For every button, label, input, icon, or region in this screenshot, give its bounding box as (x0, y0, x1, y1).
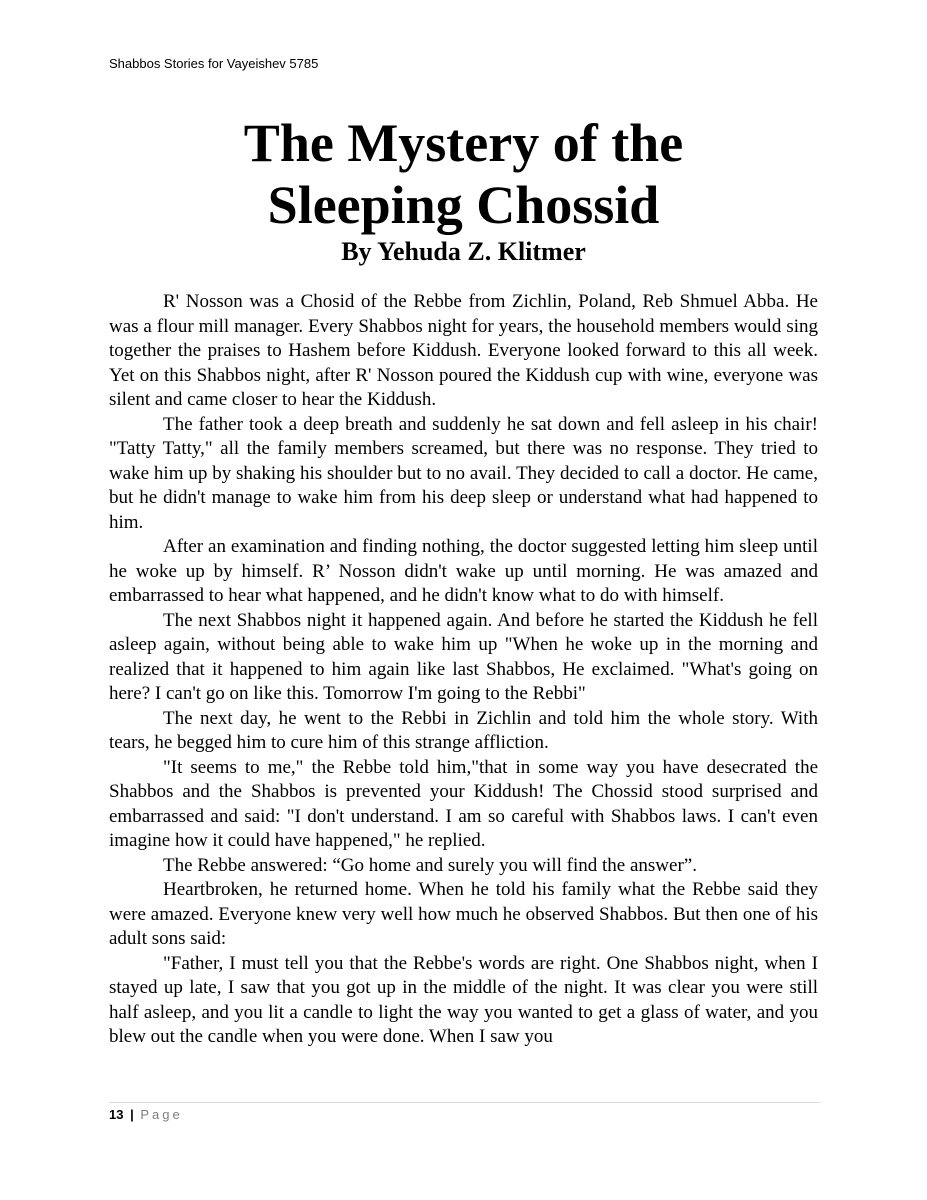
paragraph: The next day, he went to the Rebbi in Zichlin and told him the whole story. With tears, he begged him to cure him of this strange affliction. (109, 707, 818, 753)
paragraph: The father took a deep breath and suddenly he sat down and fell asleep in his chair! "Tatty Tatty," all the family members screamed, but there was no response. They tried to wake him up by shaking his shoulder but to no avail. They decided to call a doctor. He came, but he didn't manage to wake him from his deep sleep or understand what had happened to him. (109, 413, 818, 533)
article-heading (109, 112, 818, 268)
page-number: 13 (109, 1107, 124, 1122)
page-footer (109, 1107, 183, 1122)
page-separator: | (130, 1107, 134, 1122)
page-label: Page (140, 1107, 183, 1122)
article-title-line-2: Sleeping Chossid (267, 175, 660, 235)
article-body (109, 290, 818, 1050)
paragraph: The Rebbe answered: “Go home and surely you will find the answer”. (163, 854, 697, 876)
footer-divider (109, 1102, 820, 1103)
paragraph: Heartbroken, he returned home. When he told his family what the Rebbe said they were amazed. Everyone knew very well how much he observed Shabbos. But then one of his adult sons said: (109, 879, 818, 949)
paragraph: After an examination and finding nothing, the doctor suggested letting him sleep until he woke up by himself. R’ Nosson didn't wake up until morning. He was amazed and embarrassed to hear what happened, and he didn't know what to do with himself. (109, 536, 818, 606)
paragraph: The next Shabbos night it happened again. And before he started the Kiddush he fell asleep again, without being able to wake him up "When he woke up in the morning and realized that it happened to him again like last Shabbos, He exclaimed. "What's going on here? I can't go on like this. Tomorrow I'm going to the Rebbi" (109, 609, 818, 704)
article-title-line-1: The Mystery of the (243, 113, 684, 173)
paragraph: "Father, I must tell you that the Rebbe's words are right. One Shabbos night, when I stayed up late, I saw that you got up in the middle of the night. It was clear you were still half asleep, and you lit a candle to light the way you wanted to get a glass of water, and you blew out the candle when you were done. When I saw you (109, 952, 818, 1047)
article-byline: By Yehuda Z. Klitmer (341, 237, 586, 266)
paragraph: "It seems to me," the Rebbe told him,"that in some way you have desecrated the Shabbos and the Shabbos is prevented your Kiddush! The Chossid stood surprised and embarrassed and said: "I don't understand. I am so careful with Shabbos laws. I can't even imagine how it could have happened," he replied. (109, 756, 818, 851)
paragraph: R' Nosson was a Chosid of the Rebbe from Zichlin, Poland, Reb Shmuel Abba. He was a flour mill manager. Every Shabbos night for years, the household members would sing together the praises to Hashem before Kiddush. Everyone looked forward to this all week. Yet on this Shabbos night, after R' Nosson poured the Kiddush cup with wine, everyone was silent and came closer to hear the Kiddush. (109, 291, 818, 410)
running-header: Shabbos Stories for Vayeishev 5785 (109, 56, 319, 71)
